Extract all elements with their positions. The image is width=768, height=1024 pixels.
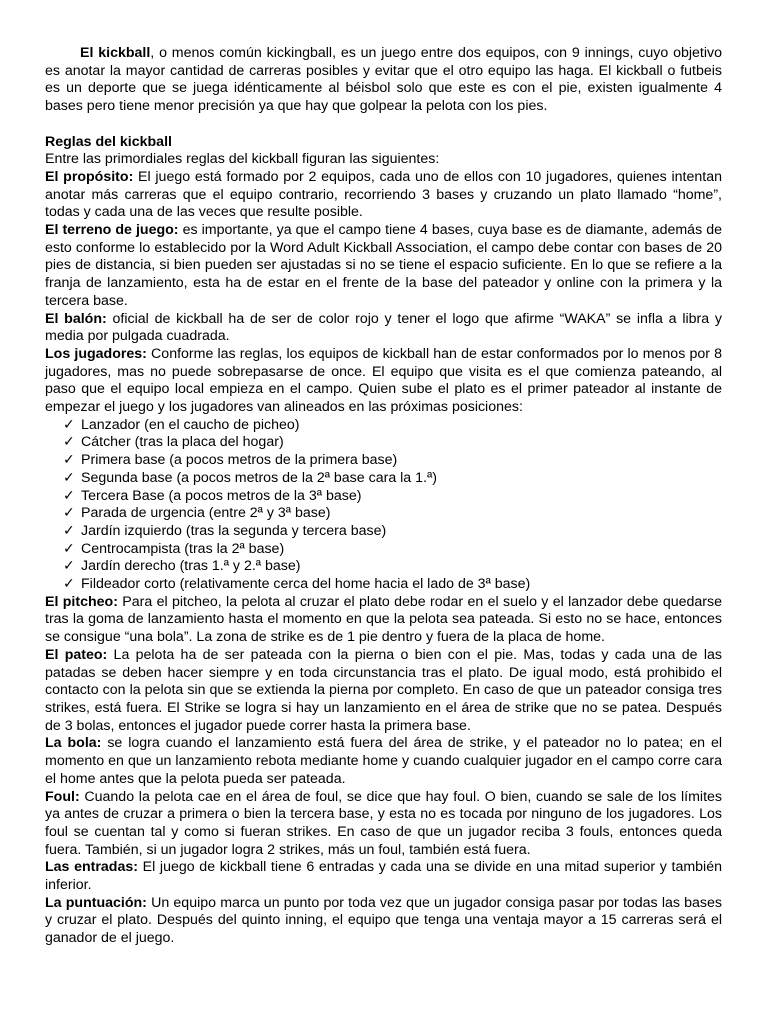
- section-text: Conforme las reglas, los equipos de kickball han de estar conformados por lo menos por 8 jugadores, mas no puede sobrepasarse de once. El equipo que visita es el que comienza pateando, al paso que el equipo local empieza en el campo. Quien sube el plato es el primer pateador al instante de empezar el juego y los jugadores van alineados en las próximas posiciones:: [45, 345, 722, 416]
- section-bola: [45, 735, 722, 788]
- list-item: ✓ Segunda base (a pocos metros de la 2ª base cara la 1.ª): [63, 470, 722, 488]
- section-label: El propósito:: [45, 168, 134, 185]
- list-item: ✓ Fildeador corto (relativamente cerca del home hacia el lado de 3ª base): [63, 576, 722, 594]
- list-item: ✓ Cátcher (tras la placa del hogar): [63, 434, 722, 452]
- section-text: Para el pitcheo, la pelota al cruzar el plato debe rodar en el suelo y el lanzador debe quedarse tras la goma de lanzamiento hasta el momento en que la pelota sea pateada. Si esto no se hace, entonces se consigue “una bola”. La zona de strike es de 1 pie dentro y fuera de la placa de home.: [45, 593, 722, 646]
- section-proposito: [45, 169, 722, 222]
- section-text: El juego de kickball tiene 6 entradas y cada una se divide en una mitad superior y también inferior.: [45, 859, 722, 894]
- rules-intro: Entre las primordiales reglas del kickball figuran las siguientes:: [45, 151, 440, 168]
- list-item: ✓ Jardín derecho (tras 1.ª y 2.ª base): [63, 558, 722, 576]
- section-pateo: [45, 647, 722, 736]
- section-foul: [45, 789, 722, 860]
- list-item: ✓ Primera base (a pocos metros de la primera base): [63, 452, 722, 470]
- positions-list: [45, 417, 722, 594]
- section-label: Los jugadores:: [45, 345, 147, 362]
- list-item: ✓ Lanzador (en el caucho de picheo): [63, 417, 722, 435]
- section-entradas: [45, 859, 722, 894]
- list-item: ✓ Parada de urgencia (entre 2ª y 3ª base): [63, 505, 722, 523]
- section-label: El balón:: [45, 310, 107, 327]
- section-label: La puntuación:: [45, 894, 147, 911]
- section-text: Un equipo marca un punto por toda vez que un jugador consiga pasar por todas las bases y cruzar el plato. Después del quinto inning, el equipo que tenga una ventaja mayor a 15 carreras será el ganador de el juego.: [45, 894, 723, 947]
- section-label: El terreno de juego:: [45, 222, 179, 239]
- section-text: se logra cuando el lanzamiento está fuera del área de strike, y el pateador no lo patea; en el momento en que un lanzamiento rebota mediante home y cuando cualquier jugador en el campo corre cara el home antes que la pelota pueda ser pateada.: [45, 735, 723, 787]
- list-item: ✓ Centrocampista (tras la 2ª base): [63, 541, 722, 559]
- section-label: La bola:: [45, 735, 102, 752]
- section-label: Las entradas:: [45, 859, 138, 876]
- section-pitcheo: [45, 594, 722, 647]
- list-item: ✓ Tercera Base (a pocos metros de la 3ª base): [63, 488, 722, 506]
- section-puntuacion: [45, 895, 722, 948]
- intro-paragraph: [45, 45, 722, 116]
- section-label: El pateo:: [45, 646, 108, 663]
- section-label: Foul:: [45, 788, 80, 805]
- document-page: [45, 45, 722, 948]
- paragraph-gap: [45, 116, 722, 134]
- section-jugadores: [45, 346, 722, 417]
- section-text: es importante, ya que el campo tiene 4 bases, cuya base es de diamante, además de esto conforme lo establecido por la Word Adult Kickball Association, el campo debe contar con bases de 20 pies de distancia, si bien pueden ser ajustadas si no se tiene el espacio suficiente. En lo que se refiere a la franja de lanzamiento, esta ha de estar en el frente de la base del pateador y online con la primera y la tercera base.: [45, 222, 722, 309]
- rules-heading: Reglas del kickball: [45, 133, 172, 150]
- section-terreno: [45, 222, 722, 311]
- section-text: oficial de kickball ha de ser de color rojo y tener el logo que afirme “WAKA” se infla a libra y media por pulgada cuadrada.: [45, 310, 723, 345]
- list-item: ✓ Jardín izquierdo (tras la segunda y tercera base): [63, 523, 722, 541]
- section-text: Cuando la pelota cae en el área de foul, se dice que hay foul. O bien, cuando se sale de los límites ya antes de cruzar a primera o bien la tercera base, y esta no es tocada por ninguno de los jugadores. Los foul se cuentan tal y como si fueran strikes. En caso de que un jugador reciba 3 fouls, entonces queda fuera. También, si un jugador logra 2 strikes, más un foul, también está fuera.: [45, 788, 722, 858]
- intro-term: El kickball: [80, 45, 151, 61]
- section-label: El pitcheo:: [45, 593, 118, 610]
- section-text: El juego está formado por 2 equipos, cada uno de ellos con 10 jugadores, quienes intentan anotar más carreras que el equipo contrario, recorriendo 3 bases y cruzando un plato llamado “home”, todas y cada una de las veces que resulte posible.: [45, 168, 722, 221]
- intro-text: , o menos común kickingball, es un juego entre dos equipos, con 9 innings, cuyo objetivo es anotar la mayor cantidad de carreras posibles y evitar que el otro equipo las haga. El kickball o futbeis es un deporte que se juega idénticamente al béisbol solo que este es con el pie, existen igualmente 4 bases pero tiene menor precisión ya que hay que golpear la pelota con los pies.: [45, 45, 722, 115]
- section-balon: [45, 311, 722, 346]
- section-text: La pelota ha de ser pateada con la pierna o bien con el pie. Mas, todas y cada una de las patadas se deben hacer siempre y en toda circunstancia tras el plato. De igual modo, está prohibido el contacto con la pelota sin que se extienda la pierna por completo. En caso de que un pateador consiga tres strikes, está fuera. El Strike se logra si hay un lanzamiento en el área de strike que no se patea. Después de 3 bolas, entonces el jugador puede correr hasta la primera base.: [45, 646, 722, 734]
